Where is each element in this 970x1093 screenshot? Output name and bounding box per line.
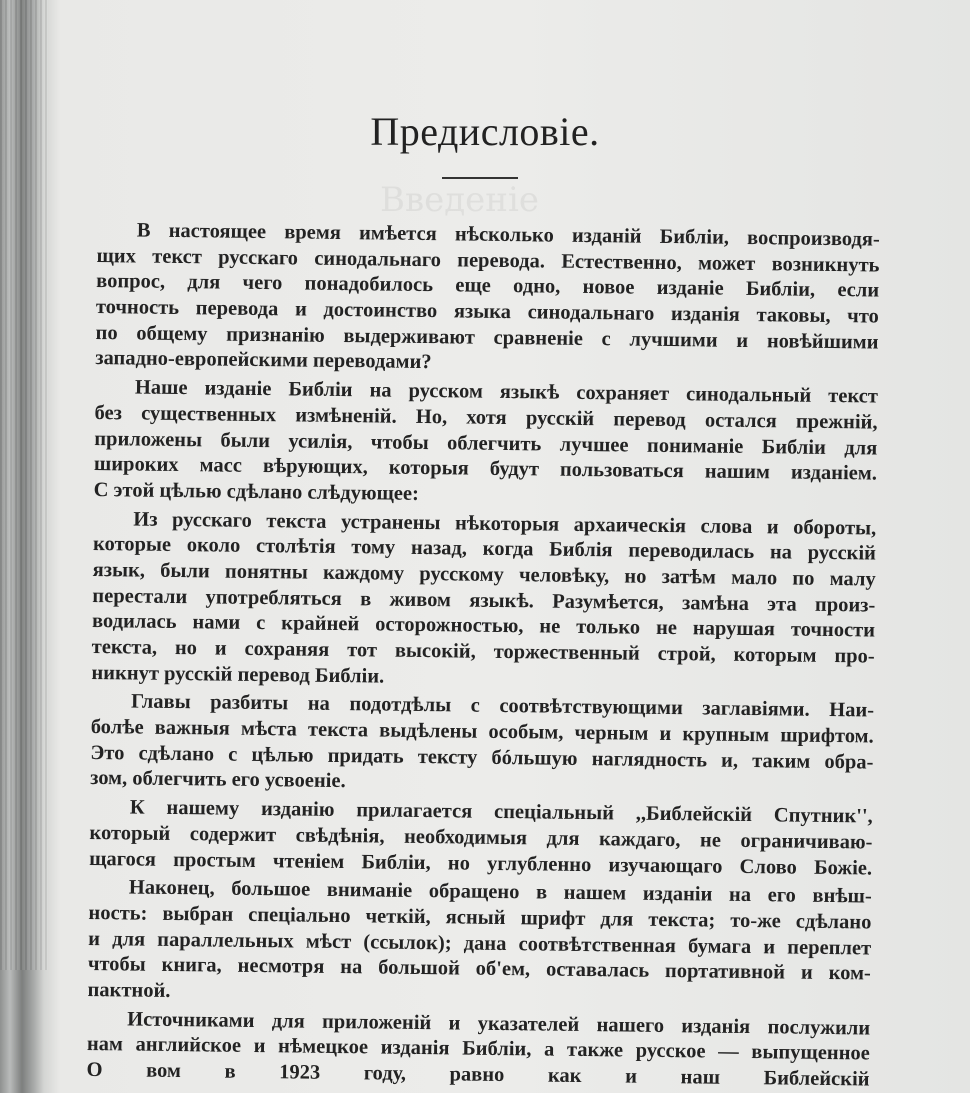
text-line: перестали употребляться в живом языкѣ. Разумѣется, замѣна эта произ- [92,584,876,617]
text-line: западно-европейскими переводами? [95,347,432,374]
text-line: приложены были усилія, чтобы облегчить лучшее пониманіе Библіи для [94,427,878,460]
paragraph [94,375,879,513]
paragraph [86,1007,870,1093]
text-line: В настоящее время имѣется нѣсколько изданій Библіи, воспроизводя- [136,219,880,251]
text-line: язык, были понятны каждому русскому человѣку, но затѣм мало по малу [92,558,876,591]
paragraph [95,218,880,382]
text-line: О вом в 1923 году, равно как и наш Библейскій [86,1058,870,1091]
text-line: ность: выбран спеціально четкій, ясный шрифт для текста; то-же сдѣлано [88,901,872,934]
text-line: зом, облегчить его усвоеніе. [90,767,346,793]
text-line: текста, но и сохраняя тот высокій, торжественный строй, которым про- [91,635,875,668]
text-line: широких масс вѣрующих, которыя будут пользоваться нашим изданіем. [93,453,878,485]
text-line: Это сдѣлано с цѣлью придать тексту бóльшую наглядность и, таким обра- [90,741,874,774]
paragraph [87,875,872,1013]
text-line: и для параллельных мѣст (ссылок); дана соотвѣтственная бумага и переплет [88,927,872,960]
text-line: Наше изданіе Библіи на русском языкѣ сохраняет синодальный текст [134,376,879,408]
paragraph [90,689,874,801]
page-title: Предисловіе. [370,109,600,154]
text-line: точность перевода и достоинство языка синодальнаго изданія таковы, что [95,296,879,328]
text-line: С этой цѣлью сдѣлано слѣдующее: [93,478,420,505]
text-line: Источниками для приложеній и указателей нашего изданія послужили [127,1008,871,1040]
text-line: нам английское и нѣмецкое изданія Библіи, а также русское — выпущенное [86,1033,870,1065]
text-line: щагося простым чтеніем Библіи, но углубленно изучающаго Слово Божіе. [89,847,873,880]
text-line: по общему признанію выдерживают сравненіе с лучшими и новѣйшими [95,321,879,354]
paragraph [89,795,873,882]
text-line: которые около столѣтія тому назад, когда Библія переводилась на русскій [92,533,877,565]
text-line: К нашему изданію прилагается спеціальный ,,Библейскій Спутник'', [129,796,873,828]
bleed-through-text: Введеніе [380,180,539,220]
text-line: который содержит свѣдѣнія, необходимыя для каждаго, не ограничиваю- [89,821,873,854]
text-line: щих текст русскаго синодальнаго перевода. Естественно, может возникнуть [96,244,880,277]
text-line: Наконец, большое вниманіе обращено в нашем изданіи на его внѣш- [128,876,872,908]
text-line: пактной. [87,978,171,1002]
text-line: Главы разбиты на подотдѣлы с соотвѣтствующими заглавіями. Наи- [130,690,875,722]
text-line: вопрос, для чего понадобилось еще одно, новое изданіе Библіи, если [96,270,880,302]
text-line: болѣе важныя мѣста текста выдѣлены особым, черным и крупным шрифтом. [90,716,874,748]
text-line: никнут русскій перевод Библіи. [91,661,385,688]
text-line: водилась нами с крайней осторожностью, не только не нарушая точности [91,610,876,642]
text-line: без существенных измѣненій. Но, хотя русскій перевод остался прежній, [94,401,878,434]
paragraph [91,507,876,696]
body-text [86,218,880,1093]
title-divider [442,177,518,179]
text-line: Из русскаго текста устранены нѣкоторыя архаическія слова и обороты, [133,508,877,540]
text-line: чтобы книга, несмотря на большой об'ем, оставалась портативной и ком- [87,953,871,985]
